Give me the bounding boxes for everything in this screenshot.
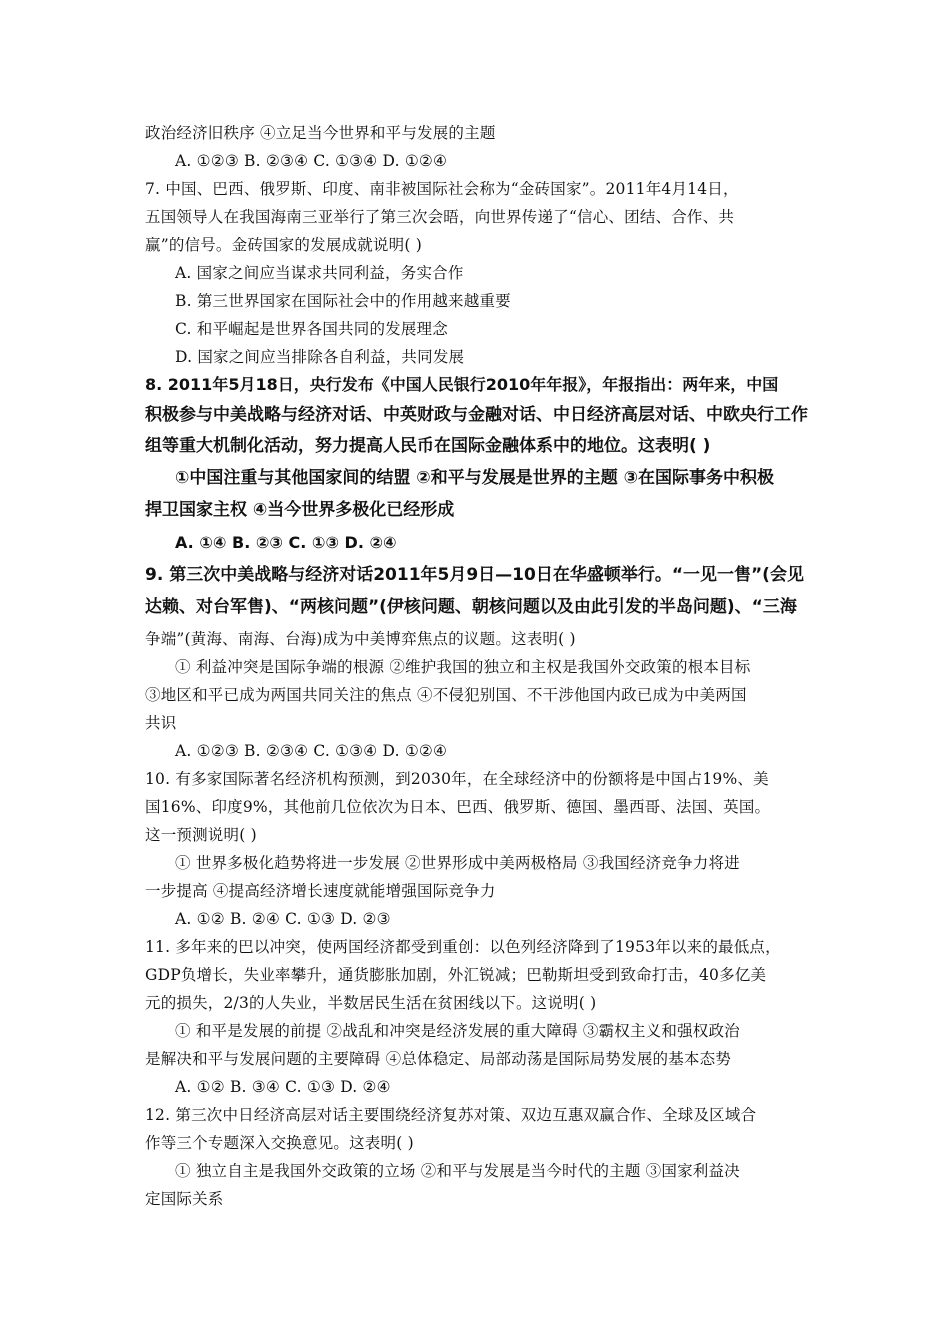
q10-statement-line: 一步提高 ④提高经济增长速度就能增强国际竞争力: [145, 882, 496, 900]
q7-stem-line: 赢”的信号。金砖国家的发展成就说明( ): [145, 236, 422, 254]
q10-stem-line: 这一预测说明( ): [145, 826, 257, 844]
q7-option-c: C. 和平崛起是世界各国共同的发展理念: [175, 320, 448, 338]
q7-stem-line: 五国领导人在我国海南三亚举行了第三次会晤，向世界传递了“信心、团结、合作、共: [145, 208, 735, 226]
q11-stem-line: 11. 多年来的巴以冲突，使两国经济都受到重创：以色列经济降到了1953年以来的最低点，: [145, 938, 781, 956]
q9-stem-line: 9. 第三次中美战略与经济对话2011年5月9日—10日在华盛顿举行。“一见一售”(会见: [145, 565, 804, 585]
q11-stem-line: 元的损失，2/3的人失业，半数居民生活在贫困线以下。这说明( ): [145, 994, 597, 1012]
q8-statement-line: ①中国注重与其他国家间的结盟 ②和平与发展是世界的主题 ③在国际事务中积极: [175, 468, 775, 488]
q9-stem-line: 达赖、对台军售)、“两核问题”(伊核问题、朝核问题以及由此引发的半岛问题)、“三海: [145, 597, 797, 617]
q9-statement-line: 共识: [145, 714, 177, 732]
q6-options: A. ①②③ B. ②③④ C. ①③④ D. ①②④: [175, 152, 448, 170]
q11-statement-line: ① 和平是发展的前提 ②战乱和冲突是经济发展的重大障碍 ③霸权主义和强权政治: [175, 1022, 740, 1040]
q10-statement-line: ① 世界多极化趋势将进一步发展 ②世界形成中美两极格局 ③我国经济竞争力将进: [175, 854, 740, 872]
q12-stem-line: 12. 第三次中日经济高层对话主要围绕经济复苏对策、双边互惠双赢合作、全球及区域合: [145, 1106, 757, 1124]
q9-options: A. ①②③ B. ②③④ C. ①③④ D. ①②④: [175, 742, 448, 760]
q8-stem-line: 8. 2011年5月18日，央行发布《中国人民银行2010年年报》，年报指出：两年来，中国: [145, 375, 779, 394]
q8-stem-line: 组等重大机制化活动，努力提高人民币在国际金融体系中的地位。这表明( ): [145, 436, 711, 456]
q12-stem-line: 作等三个专题深入交换意见。这表明( ): [145, 1134, 414, 1152]
q7-stem-line: 7. 中国、巴西、俄罗斯、印度、南非被国际社会称为“金砖国家”。2011年4月14日，: [145, 180, 739, 198]
q10-options: A. ①② B. ②④ C. ①③ D. ②③: [175, 910, 391, 928]
text-line: 政治经济旧秩序 ④立足当今世界和平与发展的主题: [145, 124, 496, 142]
q10-stem-line: 10. 有多家国际著名经济机构预测，到2030年，在全球经济中的份额将是中国占19%、美: [145, 770, 769, 788]
q12-statement-line: 定国际关系: [145, 1190, 224, 1208]
q9-statement-line: ③地区和平已成为两国共同关注的焦点 ④不侵犯别国、不干涉他国内政已成为中美两国: [145, 686, 747, 704]
q11-statement-line: 是解决和平与发展问题的主要障碍 ④总体稳定、局部动荡是国际局势发展的基本态势: [145, 1050, 732, 1068]
q11-options: A. ①② B. ③④ C. ①③ D. ②④: [175, 1078, 391, 1096]
q9-stem-line: 争端”(黄海、南海、台海)成为中美博弈焦点的议题。这表明( ): [145, 630, 576, 648]
q12-statement-line: ① 独立自主是我国外交政策的立场 ②和平与发展是当今时代的主题 ③国家利益决: [175, 1162, 740, 1180]
q8-stem-line: 积极参与中美战略与经济对话、中英财政与金融对话、中日经济高层对话、中欧央行工作: [145, 405, 808, 425]
q7-option-a: A. 国家之间应当谋求共同利益，务实合作: [175, 264, 464, 282]
q8-options: A. ①④ B. ②③ C. ①③ D. ②④: [175, 533, 397, 552]
q7-option-b: B. 第三世界国家在国际社会中的作用越来越重要: [175, 292, 511, 310]
q9-statement-line: ① 利益冲突是国际争端的根源 ②维护我国的独立和主权是我国外交政策的根本目标: [175, 658, 751, 676]
q8-statement-line: 捍卫国家主权 ④当今世界多极化已经形成: [145, 500, 455, 520]
q10-stem-line: 国16%、印度9%，其他前几位依次为日本、巴西、俄罗斯、德国、墨西哥、法国、英国。: [145, 798, 771, 816]
q7-option-d: D. 国家之间应当排除各自利益，共同发展: [175, 348, 465, 366]
q11-stem-line: GDP负增长，失业率攀升，通货膨胀加剧，外汇锐减；巴勒斯坦受到致命打击，40多亿美: [145, 966, 767, 984]
